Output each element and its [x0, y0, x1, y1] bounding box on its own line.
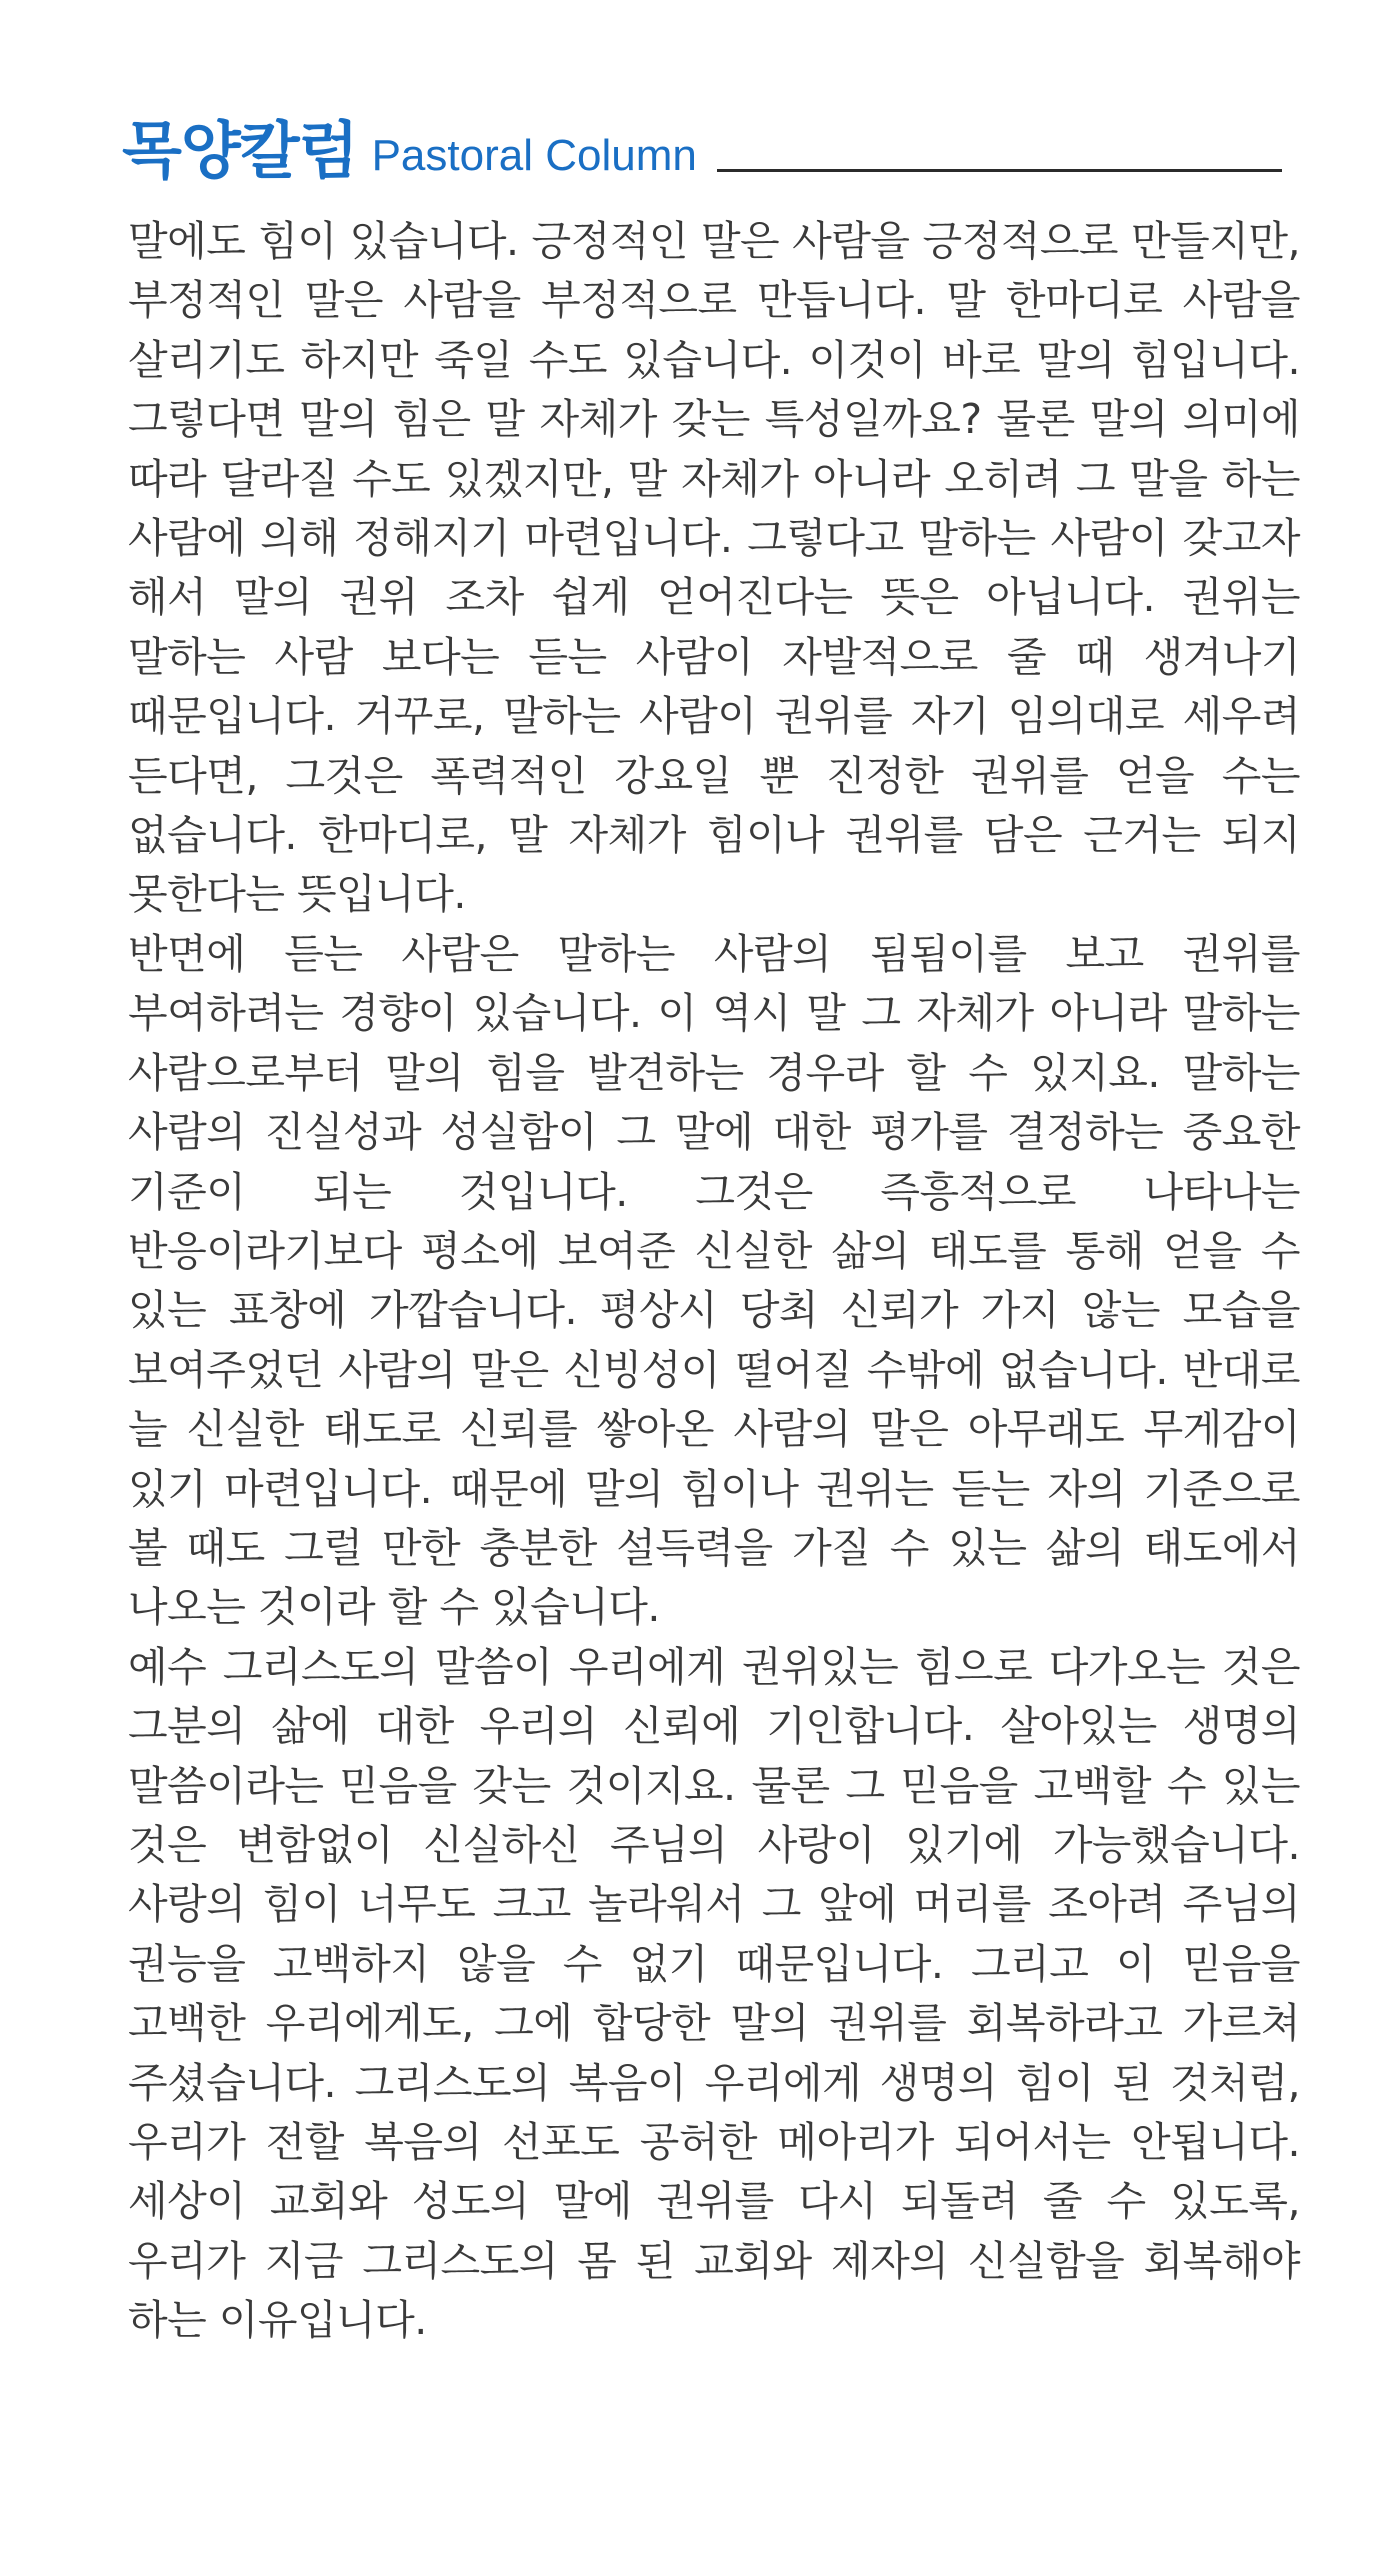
paragraph: 말에도 힘이 있습니다. 긍정적인 말은 사람을 긍정적으로 만들지만, 부정적인 말은 사람을 부정적으로 만듭니다. 말 한마디로 사람을 살리기도 하지만 죽일 수도 있습니다. 이것이 바로 말의 힘입니다. 그렇다면 말의 힘은 말 자체가 갖는 특성일까요? 물론 말의 의미에 따라 달라질 수도 있겠지만, 말 자체가 아니라 오히려 그 말을 하는 사람에 의해 정해지기 마련입니다. 그렇다고 말하는 사람이 갖고자 해서 말의 권위 조차 쉽게 얻어진다는 뜻은 아닙니다. 권위는 말하는 사람 보다는 듣는 사람이 자발적으로 줄 때 생겨나기 때문입니다. 거꾸로, 말하는 사람이 권위를 자기 임의대로 세우려 든다면, 그것은 폭력적인 강요일 뿐 진정한 권위를 얻을 수는 없습니다. 한마디로, 말 자체가 힘이나 권위를 담은 근거는 되지 못한다는 뜻입니다.: [128, 217, 1300, 919]
column-body: [128, 212, 1300, 2351]
paragraph: 반면에 듣는 사람은 말하는 사람의 됨됨이를 보고 권위를 부여하려는 경향이 있습니다. 이 역시 말 그 자체가 아니라 말하는 사람으로부터 말의 힘을 발견하는 경우라 할 수 있지요. 말하는 사람의 진실성과 성실함이 그 말에 대한 평가를 결정하는 중요한 기준이 되는 것입니다. 그것은 즉흥적으로 나타나는 반응이라기보다 평소에 보여준 신실한 삶의 태도를 통해 얻을 수 있는 표창에 가깝습니다. 평상시 당최 신뢰가 가지 않는 모습을 보여주었던 사람의 말은 신빙성이 떨어질 수밖에 없습니다. 반대로 늘 신실한 태도로 신뢰를 쌓아온 사람의 말은 아무래도 무게감이 있기 마련입니다. 때문에 말의 힘이나 권위는 듣는 자의 기준으로 볼 때도 그럴 만한 충분한 설득력을 가질 수 있는 삶의 태도에서 나오는 것이라 할 수 있습니다.: [128, 929, 1300, 1632]
paragraph: 예수 그리스도의 말씀이 우리에게 권위있는 힘으로 다가오는 것은 그분의 삶에 대한 우리의 신뢰에 기인합니다. 살아있는 생명의 말씀이라는 믿음을 갖는 것이지요. 물론 그 믿음을 고백할 수 있는 것은 변함없이 신실하신 주님의 사랑이 있기에 가능했습니다. 사랑의 힘이 너무도 크고 놀라워서 그 앞에 머리를 조아려 주님의 권능을 고백하지 않을 수 없기 때문입니다. 그리고 이 믿음을 고백한 우리에게도, 그에 합당한 말의 권위를 회복하라고 가르쳐 주셨습니다. 그리스도의 복음이 우리에게 생명의 힘이 된 것처럼, 우리가 전할 복음의 선포도 공허한 메아리가 되어서는 안됩니다. 세상이 교회와 성도의 말에 권위를 다시 되돌려 줄 수 있도록, 우리가 지금 그리스도의 몸 된 교회와 제자의 신실함을 회복해야 하는 이유입니다.: [128, 1642, 1300, 2345]
header-rule: [717, 169, 1282, 172]
column-title-korean: 목양칼럼: [122, 114, 358, 187]
column-title-english: Pastoral Column: [371, 131, 697, 180]
column-header: [122, 108, 1282, 188]
